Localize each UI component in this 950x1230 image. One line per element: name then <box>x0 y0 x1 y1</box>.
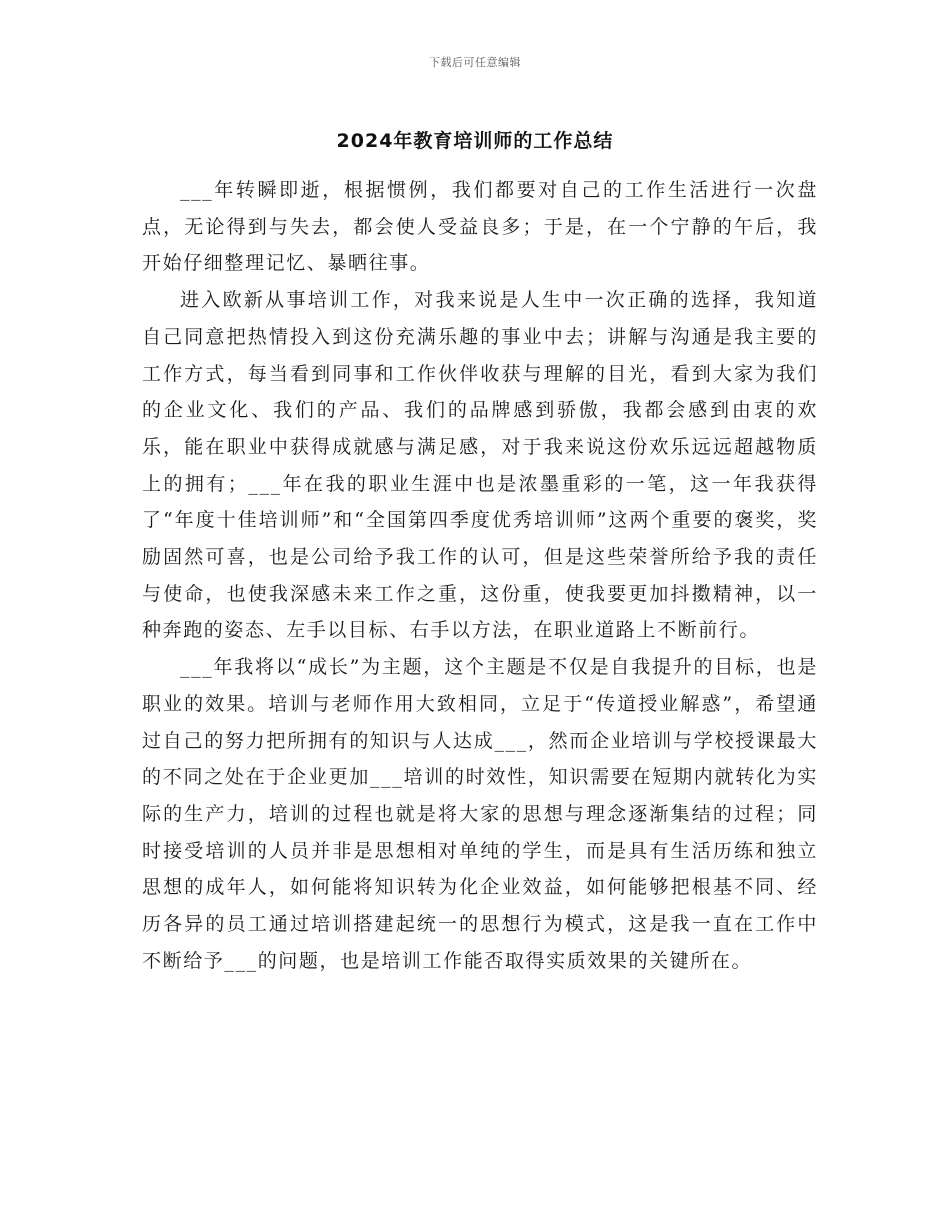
header-note: 下载后可任意编辑 <box>429 56 521 69</box>
document-title: 2024年教育培训师的工作总结 <box>336 130 614 152</box>
paragraph-2: 进入欧新从事培训工作，对我来说是人生中一次正确的选择，我知道自己同意把热情投入到这份充满乐趣的事业中去；讲解与沟通是我主要的工作方式，每当看到同事和工作伙伴收获与理解的目光，看到大家为我们的企业文化、我们的产品、我们的品牌感到骄傲，我都会感到由衷的欢乐，能在职业中获得成就感与满足感，对于我来说这份欢乐远远超越物质上的拥有；___年在我的职业生涯中也是浓墨重彩的一笔，这一年我获得了“年度十佳培训师”和“全国第四季度优秀培训师”这两个重要的褒奖，奖励固然可喜，也是公司给予我工作的认可，但是这些荣誉所给予我的责任与使命，也使我深感未来工作之重，这份重，使我要更加抖擞精神，以一种奔跑的姿态、左手以目标、右手以方法，在职业道路上不断前行。 <box>142 289 818 642</box>
paragraph-3: ___年我将以“成长”为主题，这个主题是不仅是自我提升的目标，也是职业的效果。培训与老师作用大致相同，立足于“传道授业解惑”，希望通过自己的努力把所拥有的知识与人达成___，然而企业培训与学校授课最大的不同之处在于企业更加___培训的时效性，知识需要在短期内就转化为实际的生产力，培训的过程也就是将大家的思想与理念逐渐集结的过程；同时接受培训的人员并非是思想相对单纯的学生，而是具有生活历练和独立思想的成年人，如何能将知识转为化企业效益，如何能够把根基不同、经历各异的员工通过培训搭建起统一的思想行为模式，这是我一直在工作中不断给予___的问题，也是培训工作能否取得实质效果的关键所在。 <box>142 656 818 972</box>
paragraph-1: ___年转瞬即逝，根据惯例，我们都要对自己的工作生活进行一次盘点，无论得到与失去，都会使人受益良多；于是，在一个宁静的午后，我开始仔细整理记忆、暴晒往事。 <box>142 179 818 275</box>
document-body <box>142 172 818 979</box>
